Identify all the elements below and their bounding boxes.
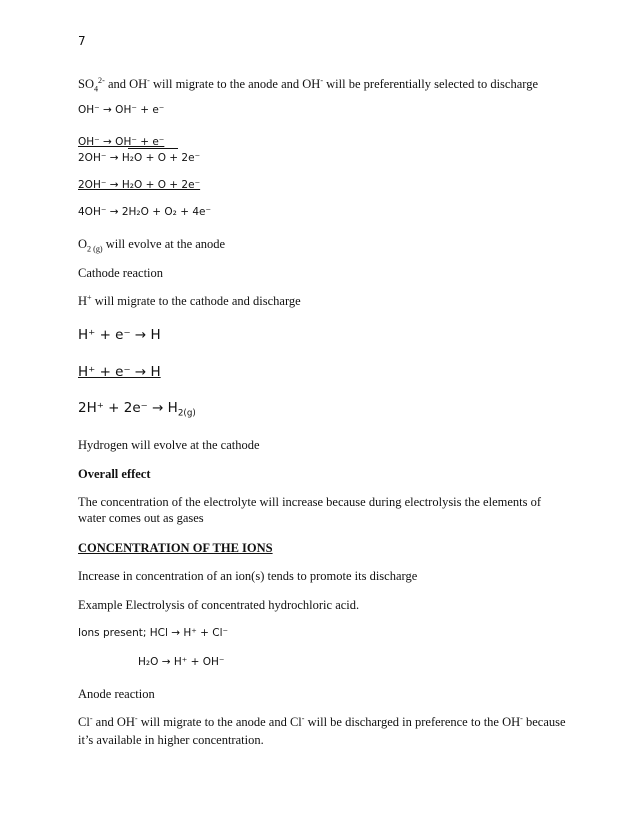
equation-7: H⁺ + e⁻ → H xyxy=(78,364,161,380)
equation-8-main: 2H⁺ + 2e⁻ → H xyxy=(78,400,178,416)
concentration-line: Increase in concentration of an ion(s) tends to promote its discharge xyxy=(78,569,418,583)
text-run: H xyxy=(78,294,88,308)
equation-9: Ions present; HCl → H⁺ + Cl⁻ xyxy=(78,627,229,639)
equation-3: 2OH⁻ → H₂O + O + 2e⁻ xyxy=(78,152,201,164)
superscript: - xyxy=(134,713,138,723)
superscript: + xyxy=(87,292,92,302)
text-run: will migrate to the anode and Cl xyxy=(137,715,302,729)
equation-5: 4OH⁻ → 2H₂O + O₂ + 4e⁻ xyxy=(78,206,212,218)
text-run: and OH xyxy=(104,77,148,91)
superscript: - xyxy=(320,75,324,85)
text-run: Cl xyxy=(78,715,90,729)
equation-2: OH⁻ → OH⁻ + e⁻ xyxy=(78,136,165,148)
equation-10: H₂O → H⁺ + OH⁻ xyxy=(138,656,225,668)
text-run: will be discharged in preference to the OH xyxy=(304,715,521,729)
subscript: 4 xyxy=(93,84,99,94)
superscript: - xyxy=(301,713,305,723)
hydrogen-migration-line xyxy=(78,293,301,309)
superscript: 2- xyxy=(98,75,105,85)
text-run: will be preferentially selected to discharge xyxy=(323,77,538,91)
example-line: Example Electrolysis of concentrated hydrochloric acid. xyxy=(78,598,360,612)
text-run: SO xyxy=(78,77,94,91)
concentration-heading: CONCENTRATION OF THE IONS xyxy=(78,541,273,555)
sulfate-hydroxide-migration-line xyxy=(78,76,538,92)
superscript: - xyxy=(520,713,523,723)
anode-reaction-heading: Anode reaction xyxy=(78,687,155,701)
chloride-migration-line xyxy=(78,714,566,730)
oxygen-evolve-line xyxy=(78,236,225,252)
text-run: will evolve at the anode xyxy=(102,237,226,251)
cathode-reaction-heading: Cathode reaction xyxy=(78,266,164,280)
superscript: - xyxy=(89,713,93,723)
text-run: O xyxy=(78,237,88,251)
overall-effect-paragraph: The concentration of the electrolyte will increase because during electrolysis the elements of water comes out as gases xyxy=(78,495,542,525)
equation-1: OH⁻ → OH⁻ + e⁻ xyxy=(78,104,165,116)
page-number: 7 xyxy=(78,34,86,48)
text-run: will migrate to the anode and OH xyxy=(149,77,321,91)
hydrogen-evolve-line: Hydrogen will evolve at the cathode xyxy=(78,438,260,452)
text-run: because xyxy=(522,715,566,729)
superscript: - xyxy=(147,75,150,85)
subscript: 2(g) xyxy=(177,408,196,419)
overall-effect-heading: Overall effect xyxy=(78,467,151,481)
text-run: and OH xyxy=(92,715,135,729)
equation-8 xyxy=(78,400,196,419)
equation-4: 2OH⁻ → H₂O + O + 2e⁻ xyxy=(78,179,201,191)
equation-6: H⁺ + e⁻ → H xyxy=(78,327,161,343)
chloride-migration-line-2: it’s available in higher concentration. xyxy=(78,733,264,747)
text-run: will migrate to the cathode and discharge xyxy=(91,294,301,308)
subscript: 2 (g) xyxy=(87,244,103,254)
equation-underline xyxy=(128,148,178,149)
